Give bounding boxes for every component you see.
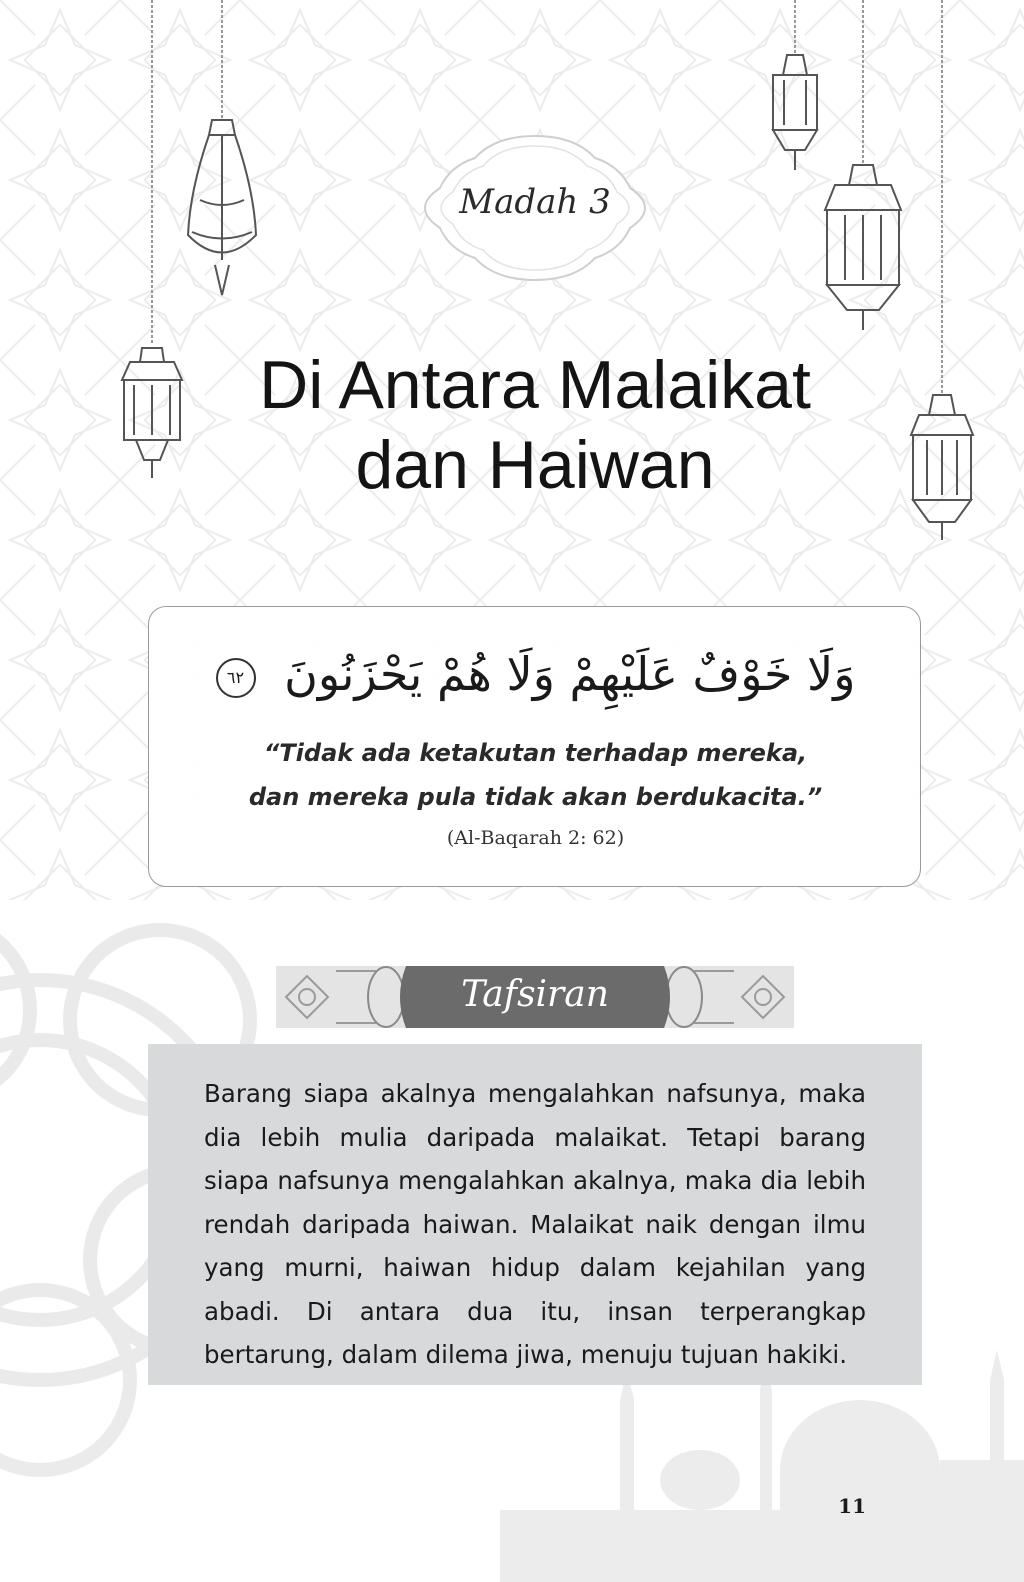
translation-line: dan mereka pula tidak akan berdukacita.”: [248, 783, 823, 811]
arabic-verse-text: وَلَا خَوْفٌ عَلَيْهِمْ وَلَا هُمْ يَحْزَنُونَ: [284, 647, 856, 701]
translation-line: “Tidak ada ketakutan terhadap mereka,: [263, 739, 808, 767]
tafsir-paragraph: Barang siapa akalnya mengalahkan nafsunya, maka dia lebih mulia daripada malaikat. Tetapi barang siapa nafsunya mengalahkan akalnya, maka dia lebih rendah daripada haiwan. Malaikat naik dengan ilmu yang murni, haiwan hidup dalam kejahilan yang abadi. Di antara dua itu, insan terperangkap bertarung, dalam dilema jiwa, menuju tujuan hakiki.: [204, 1079, 866, 1369]
lantern-icon: [815, 0, 910, 335]
verse-reference: (Al-Baqarah 2: 62): [446, 827, 625, 849]
verse-box: [148, 606, 921, 887]
page-number: 11: [838, 1494, 866, 1518]
page-title: [170, 345, 900, 505]
chapter-label: Madah 3: [459, 182, 611, 222]
tafsir-box: [148, 1044, 922, 1385]
title-line: Di Antara Malaikat: [259, 347, 811, 423]
title-line: dan Haiwan: [355, 427, 715, 503]
lantern-icon: [905, 0, 980, 545]
verse-translation: [149, 731, 922, 819]
arabic-verse: [149, 647, 922, 701]
section-heading: Tafsiran: [461, 974, 609, 1015]
ayah-number: ٦٢: [216, 658, 256, 698]
lantern-icon: [180, 0, 265, 300]
